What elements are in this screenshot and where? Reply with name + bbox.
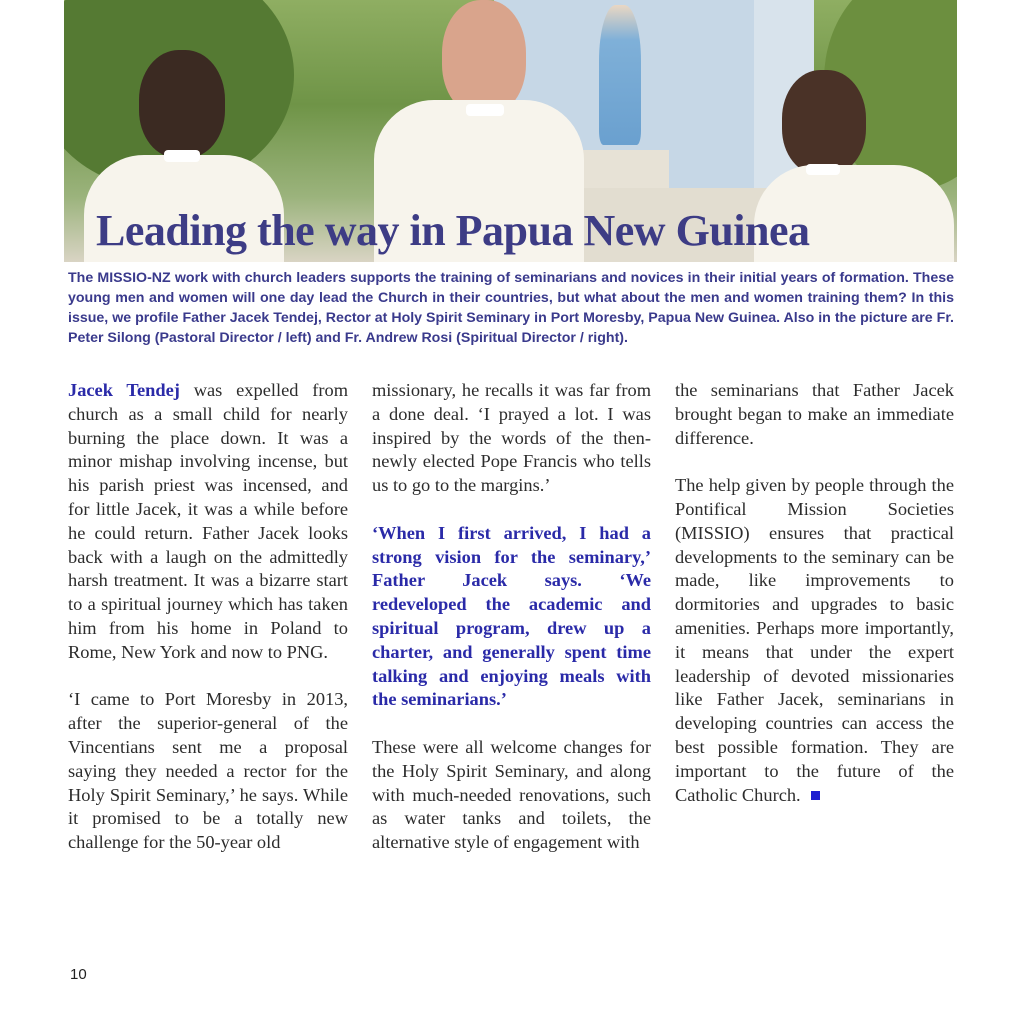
paragraph-2: ‘I came to Port Moresby in 2013, after the superior-general of the Vincentians sent me a proposal saying they needed a rector for the Holy Spirit Seminary,’ he says. While it promised to be a totally new challenge for the 50-year old (68, 689, 348, 853)
paragraph-2-continued: missionary, he recalls it was far from a done deal. ‘I prayed a lot. I was inspired by the words of the then-newly elected Pope Francis who tells us to go to the margins.’ (372, 380, 651, 496)
statue-figure (599, 5, 641, 145)
paragraph-1 (68, 379, 348, 665)
article-column-3 (675, 379, 954, 831)
paragraph-4: The help given by people through the Pontifical Mission Societies (MISSIO) ensures that practical developments to the seminary can be made, like improvements to dormitories and upgrades to basic amenities. Perhaps more importantly, it means that under the expert leadership of devoted missionaries like Father Jacek, seminarians in developing countries can access the best possible formation. They are important to the future of the Catholic Church. (675, 475, 954, 805)
lead-name: Jacek Tendej (68, 380, 180, 400)
paragraph-1-text: was expelled from church as a small child for nearly burning the place down. It was a minor mishap involving incense, but his parish priest was incensed, and for little Jacek, it was a while before he could return. Father Jacek looks back with a laugh on the admittedly harsh treatment. It was a bizarre start to a spiritual journey which has taken him from his home in Poland to Rome, New York and now to PNG. (68, 380, 349, 662)
article-column-2 (372, 379, 651, 879)
paragraph-3: These were all welcome changes for the Holy Spirit Seminary, and along with much-needed renovations, such as water tanks and toilets, the alternative style of engagement with (372, 736, 651, 853)
headline: Leading the way in Papua New Guinea (96, 206, 810, 255)
article-column-1 (68, 379, 348, 879)
statue-pedestal (579, 150, 669, 190)
end-of-article-icon (811, 791, 820, 800)
intro-paragraph: The MISSIO-NZ work with church leaders supports the training of seminarians and novices in their initial years of formation. These young men and women will one day lead the Church in their countries, but what about the men and women training them? In this issue, we profile Father Jacek Tendej, Rector at Holy Spirit Seminary in Port Moresby, Papua New Guinea. Also in the picture are Fr. Peter Silong (Pastoral Director / left) and Fr. Andrew Rosi (Spiritual Director / right). (68, 270, 954, 346)
paragraph-3-continued: the seminarians that Father Jacek brought began to make an immediate difference. (675, 380, 954, 448)
page-number: 10 (70, 966, 87, 983)
pull-quote: ‘When I first arrived, I had a strong vision for the seminary,’ Father Jacek says. ‘We redeveloped the academic and spiritual program, drew up a charter, and generally spent time talking and enjoying meals with the seminarians.’ (372, 522, 651, 710)
